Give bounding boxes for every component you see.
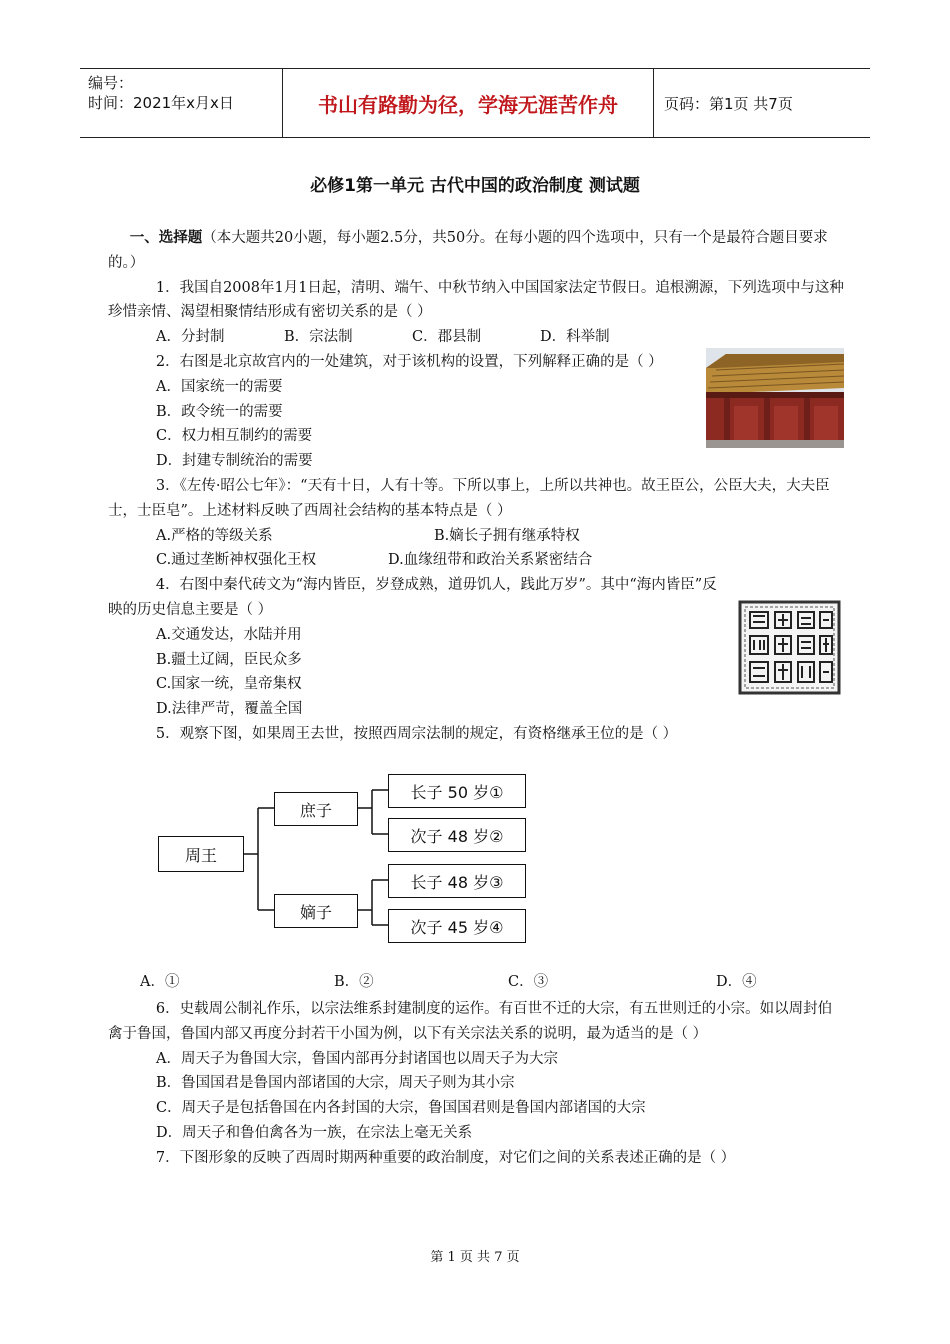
q3-stem: 3．《左传·昭公七年》：“天有十日，人有十等。下所以事上，上所以共神也。故王臣公，公臣大夫，大夫臣士，士臣皂”。上述材料反映了西周社会结构的基本特点是（ ） [108,477,830,519]
forbidden-city-building-photo [706,348,844,448]
q1-option-d: D．科举制 [540,329,610,346]
q2-option-d: D．封建专制统治的需要 [156,453,313,470]
section-intro [108,226,844,276]
diagram-leaf-3: 长子 48 岁③ [388,864,526,898]
q3-option-a: A.严格的等级关系 [156,527,273,544]
page-label: 页码：第1页 共7页 [664,94,793,113]
diagram-leaf-2: 次子 48 岁② [388,818,526,852]
q4-option-c: C.国家一统，皇帝集权 [156,676,302,693]
questions-content [108,226,844,747]
time-label: 时间：2021年x月x日 [88,94,234,112]
diagram-branch-concubine-son: 庶子 [274,792,358,826]
header-info [80,69,282,137]
q1-option-b: B．宗法制 [284,329,353,346]
q6-stem: 6．史载周公制礼作乐，以宗法维系封建制度的运作。有百世不迁的大宗，有五世则迁的小宗。如以周封伯禽于鲁国，鲁国内部又再度分封若干小国为例，以下有关宗法关系的说明，最为适当的是（ ） [108,1001,833,1042]
diagram-leaf-1: 长子 50 岁① [388,774,526,808]
q1-stem: 1．我国自2008年1月1日起，清明、端午、中秋节纳入中国国家法定节假日。追根溯源，下列选项中与这种珍惜亲情、渴望相聚情结形成有密切关系的是（ ） [108,279,844,321]
diagram-branch-legitimate-son: 嫡子 [274,894,358,928]
code-label: 编号： [88,74,134,92]
section-intro-text: （本大题共20小题，每小题2.5分，共50分。在每小题的四个选项中，只有一个是最符合题目要求的。） [108,230,828,271]
q4-option-d: D.法律严苛，覆盖全国 [156,701,303,718]
q4-option-a: A.交通发达，水陆并用 [156,626,302,643]
q5-option-b: B．② [334,974,374,990]
q6-option-d: D．周天子和鲁伯禽各为一族，在宗法上毫无关系 [156,1124,473,1141]
diagram-leaf-4: 次子 45 岁④ [388,909,526,943]
q6-option-c: C．周天子是包括鲁国在内各封国的大宗，鲁国国君则是鲁国内部诸国的大宗 [156,1100,646,1117]
motto: 书山有路勤为径，学海无涯苦作舟 [282,69,654,137]
header-table [80,68,870,138]
succession-diagram [156,770,536,950]
q3-option-c: C.通过垄断神权强化王权 [156,552,317,569]
q1-option-a: A．分封制 [156,329,225,346]
diagram-root-king: 周王 [158,836,244,872]
q4-option-b: B.疆土辽阔，臣民众多 [156,651,302,668]
q7-stem: 7．下图形象的反映了西周时期两种重要的政治制度，对它们之间的关系表述正确的是（ ） [155,1149,736,1166]
q6-option-a: A．周天子为鲁国大宗，鲁国内部再分封诸国也以周天子为大宗 [156,1050,558,1067]
questions-content-2 [108,997,844,1171]
q2-option-c: C．权力相互制约的需要 [156,428,313,445]
q3-options-row2 [108,548,844,573]
q2-option-b: B．政令统一的需要 [156,403,283,420]
q4-stem: 4．右图中秦代砖文为“海内皆臣，岁登成熟，道毋饥人，践此万岁”。其中“海内皆臣”反映的历史信息主要是（ ） [108,577,717,618]
q2-stem: 2．右图是北京故宫内的一处建筑，对于该机构的设置，下列解释正确的是（ ） [155,353,663,370]
section-heading: 一、选择题 [129,229,203,246]
q3-options-row1 [108,524,844,549]
q3-option-b: B.嫡长子拥有继承特权 [434,527,580,544]
page-footer: 第 1 页 共 7 页 [430,1250,520,1265]
q6-option-b: B．鲁国国君是鲁国内部诸国的大宗，周天子则为其小宗 [156,1075,515,1092]
q5-stem: 5．观察下图，如果周王去世，按照西周宗法制的规定，有资格继承王位的是（ ） [155,725,678,742]
q1-options [108,325,844,350]
q5-option-c: C．③ [508,974,549,990]
q1-option-c: C．郡县制 [412,329,482,346]
q2-option-a: A．国家统一的需要 [156,378,283,395]
page-title: 必修1第一单元 古代中国的政治制度 测试题 [310,176,640,196]
q5-option-d: D．④ [716,974,757,990]
qin-brick-seal-image [738,600,841,695]
q3-option-d: D.血缘纽带和政治关系紧密结合 [388,552,593,569]
q5-option-a: A．① [140,974,180,990]
